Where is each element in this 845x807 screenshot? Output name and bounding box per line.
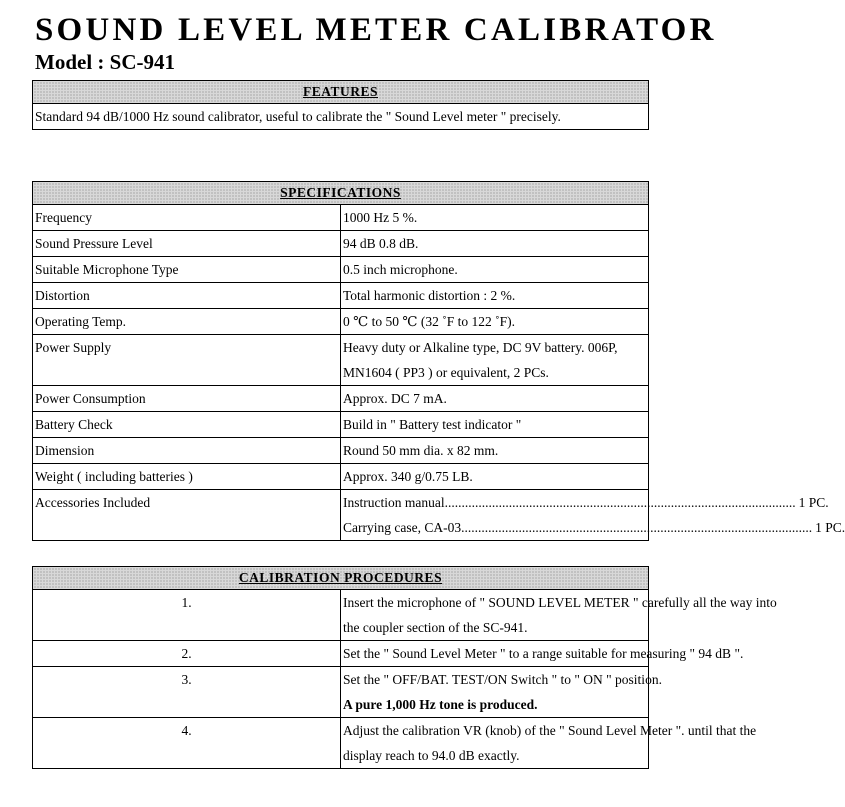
step-line: display reach to 94.0 dB exactly. xyxy=(343,748,520,763)
accessory-item xyxy=(343,490,829,515)
step-text xyxy=(341,667,662,718)
features-table xyxy=(32,80,649,130)
spec-value: Approx. 340 g/0.75 LB. xyxy=(341,464,649,490)
spec-row-distortion xyxy=(33,283,649,309)
spec-value xyxy=(341,490,845,541)
page-title: SOUND LEVEL METER CALIBRATOR xyxy=(35,12,717,48)
spec-value: Build in " Battery test indicator " xyxy=(341,412,649,438)
spec-row-sound-pressure-level xyxy=(33,231,649,257)
spec-value xyxy=(341,335,649,386)
spec-label: Suitable Microphone Type xyxy=(33,257,341,283)
step-text xyxy=(341,590,777,641)
accessory-name: Instruction manual xyxy=(343,495,445,510)
spec-label: Accessories Included xyxy=(33,490,341,541)
leader-dots: ........................................................................................................ xyxy=(461,520,813,535)
spec-value-line: Heavy duty or Alkaline type, DC 9V battery. 006P, xyxy=(343,340,618,355)
step-line: the coupler section of the SC-941. xyxy=(343,620,528,635)
spec-label: Power Supply xyxy=(33,335,341,386)
spec-row-power-consumption xyxy=(33,386,649,412)
spec-value: 0 ℃ to 50 ℃ (32 ˚F to 122 ˚F). xyxy=(341,309,649,335)
spec-row-power-supply xyxy=(33,335,649,386)
spec-label: Distortion xyxy=(33,283,341,309)
step-line: Insert the microphone of " SOUND LEVEL METER " carefully all the way into xyxy=(343,595,777,610)
step-number: 4. xyxy=(33,718,341,769)
step-text xyxy=(341,641,744,667)
spec-value: 94 dB 0.8 dB. xyxy=(341,231,649,257)
calibration-step xyxy=(33,718,649,769)
spec-value: Approx. DC 7 mA. xyxy=(341,386,649,412)
step-number: 3. xyxy=(33,667,341,718)
spec-label: Power Consumption xyxy=(33,386,341,412)
calibration-step xyxy=(33,590,649,641)
spec-row-dimension xyxy=(33,438,649,464)
features-header: FEATURES xyxy=(33,81,649,104)
leader-dots: ........................................................................................................ xyxy=(444,495,796,510)
spec-label: Weight ( including batteries ) xyxy=(33,464,341,490)
spec-value: 1000 Hz 5 %. xyxy=(341,205,649,231)
spec-label: Battery Check xyxy=(33,412,341,438)
spec-row-battery-check xyxy=(33,412,649,438)
step-number: 1. xyxy=(33,590,341,641)
specifications-header: SPECIFICATIONS xyxy=(33,182,649,205)
step-note: A pure 1,000 Hz tone is produced. xyxy=(343,697,538,712)
features-text: Standard 94 dB/1000 Hz sound calibrator, useful to calibrate the " Sound Level meter " precisely. xyxy=(33,104,649,130)
spec-value: 0.5 inch microphone. xyxy=(341,257,649,283)
spec-row-frequency xyxy=(33,205,649,231)
spec-label: Operating Temp. xyxy=(33,309,341,335)
specifications-table xyxy=(32,181,845,541)
calibration-step xyxy=(33,667,649,718)
step-number: 2. xyxy=(33,641,341,667)
spec-value: Round 50 mm dia. x 82 mm. xyxy=(341,438,649,464)
step-text xyxy=(341,718,757,769)
spec-row-operating-temp xyxy=(33,309,649,335)
step-line: Adjust the calibration VR (knob) of the " Sound Level Meter ". until that the xyxy=(343,723,757,738)
spec-value: Total harmonic distortion : 2 %. xyxy=(341,283,649,309)
step-line: Set the " OFF/BAT. TEST/ON Switch " to " ON " position. xyxy=(343,672,662,687)
spec-value-line: MN1604 ( PP3 ) or equivalent, 2 PCs. xyxy=(343,365,549,380)
accessory-name: Carrying case, CA-03 xyxy=(343,520,462,535)
spec-label: Dimension xyxy=(33,438,341,464)
calibration-header: CALIBRATION PROCEDURES xyxy=(33,567,649,590)
model-number: Model : SC-941 xyxy=(35,50,175,74)
calibration-step xyxy=(33,641,649,667)
accessory-item xyxy=(343,515,845,540)
calibration-table xyxy=(32,566,777,769)
spec-label: Frequency xyxy=(33,205,341,231)
step-line: Set the " Sound Level Meter " to a range suitable for measuring " 94 dB ". xyxy=(343,646,744,661)
accessory-qty: 1 PC. xyxy=(798,495,829,510)
spec-row-accessories xyxy=(33,490,649,541)
accessory-qty: 1 PC. xyxy=(815,520,845,535)
spec-row-microphone-type xyxy=(33,257,649,283)
spec-row-weight xyxy=(33,464,649,490)
spec-label: Sound Pressure Level xyxy=(33,231,341,257)
